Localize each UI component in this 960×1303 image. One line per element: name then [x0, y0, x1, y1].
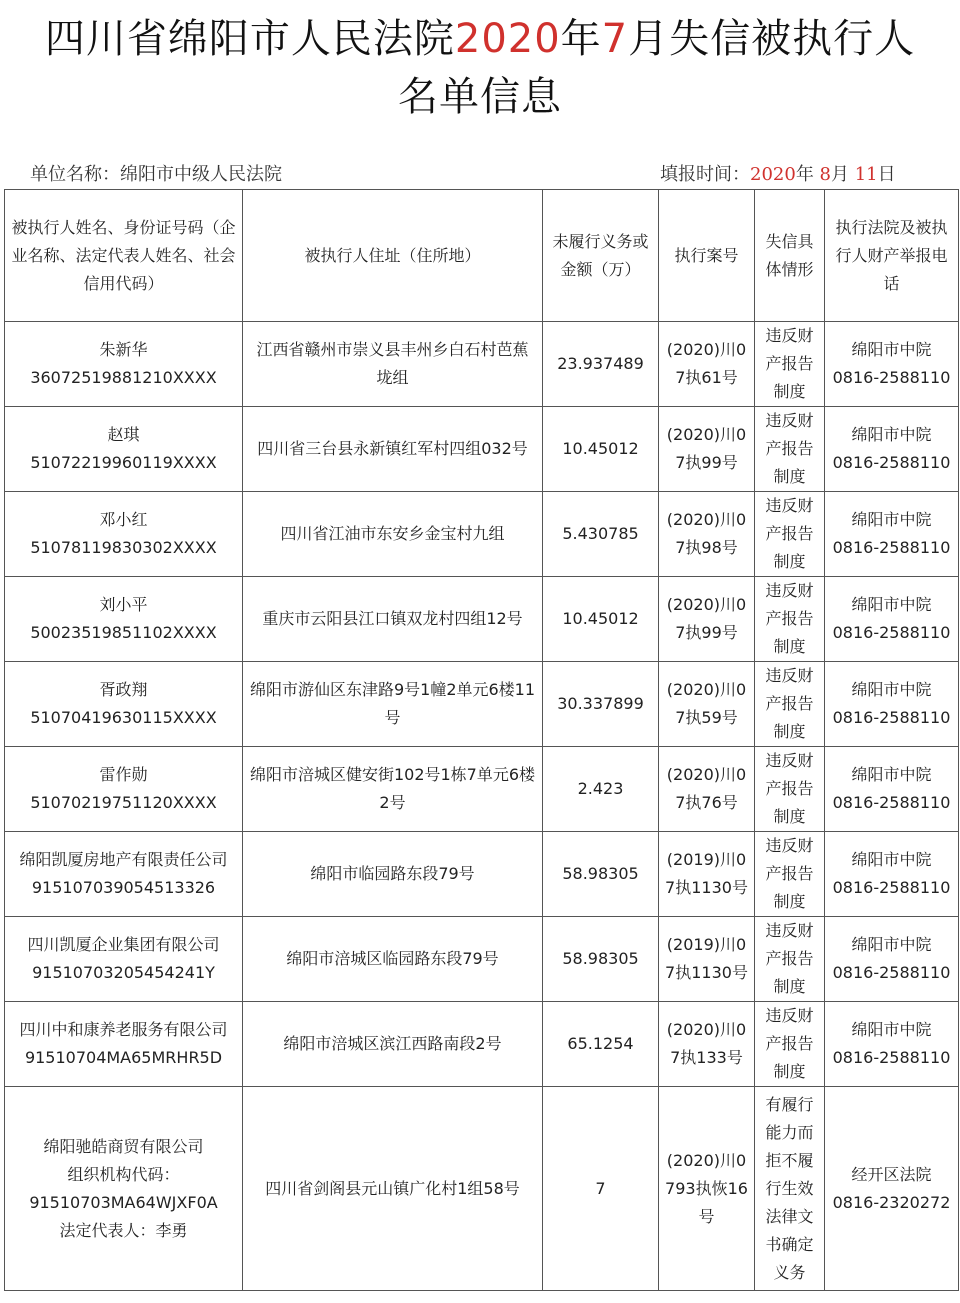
cell-id: 50023519851102XXXX: [30, 623, 217, 642]
cell-phone: 0816-2588110: [832, 1048, 951, 1067]
cell-address: 江西省赣州市崇义县丰州乡白石村芭蕉垅组: [243, 322, 543, 407]
cell-court-phone: [825, 662, 959, 747]
unit-value: 绵阳市中级人民法院: [120, 164, 282, 185]
cell-court: 绵阳市中院: [851, 935, 932, 954]
cell-phone: 0816-2588110: [832, 538, 951, 557]
cell-name-id: [5, 322, 243, 407]
table-row: [5, 322, 959, 407]
cell-id: 91510703205454241Y: [32, 963, 215, 982]
page-title: [0, 14, 960, 64]
cell-case: (2019)川07执1130号: [659, 832, 755, 917]
cell-rep: [11, 1217, 236, 1245]
cell-court: 绵阳市中院: [851, 425, 932, 444]
cell-court: 绵阳市中院: [851, 510, 932, 529]
fill-day: 11: [854, 164, 878, 185]
cell-situation: 违反财产报告制度: [755, 662, 825, 747]
cell-case: (2020)川07执98号: [659, 492, 755, 577]
cell-address: 绵阳市涪城区健安街102号1栋7单元6楼2号: [243, 747, 543, 832]
cell-court-phone: [825, 747, 959, 832]
cell-name: 刘小平: [99, 595, 148, 614]
cell-court-phone: [825, 322, 959, 407]
cell-court-phone: [825, 492, 959, 577]
cell-court-phone: [825, 1087, 959, 1291]
cell-amount: 58.98305: [543, 832, 659, 917]
cell-amount: 30.337899: [543, 662, 659, 747]
cell-case: (2020)川07执76号: [659, 747, 755, 832]
table-row: [5, 1002, 959, 1087]
cell-situation: 违反财产报告制度: [755, 917, 825, 1002]
header-court-phone: 执行法院及被执行人财产举报电话: [825, 190, 959, 322]
cell-name-id: [5, 1002, 243, 1087]
table-header-row: [5, 190, 959, 322]
title-part2: 年: [560, 16, 602, 62]
cell-phone: 0816-2588110: [832, 453, 951, 472]
cell-address: 绵阳市涪城区临园路东段79号: [243, 917, 543, 1002]
cell-name: 朱新华: [99, 340, 148, 359]
cell-court: 绵阳市中院: [851, 340, 932, 359]
cell-court: 绵阳市中院: [851, 765, 932, 784]
cell-situation: 违反财产报告制度: [755, 832, 825, 917]
unit-label: 单位名称：: [30, 164, 120, 185]
title-part1: 四川省绵阳市人民法院: [44, 16, 455, 62]
table-row: [5, 832, 959, 917]
cell-name-id: [5, 662, 243, 747]
cell-name: 赵琪: [107, 425, 140, 444]
cell-name-id: [5, 917, 243, 1002]
cell-case: (2019)川07执1130号: [659, 917, 755, 1002]
cell-court: 绵阳市中院: [851, 1020, 932, 1039]
cell-name-id: [5, 577, 243, 662]
cell-id: 51078119830302XXXX: [30, 538, 217, 557]
cell-court-phone: [825, 407, 959, 492]
cell-case: (2020)川0793执恢16号: [659, 1087, 755, 1291]
cell-name-id: [5, 832, 243, 917]
title-month: 7: [601, 16, 629, 62]
cell-name: 绵阳驰皓商贸有限公司: [43, 1136, 204, 1156]
cell-name-id: [5, 747, 243, 832]
fill-month: 8: [819, 164, 831, 185]
table-row: [5, 577, 959, 662]
page-title-line2: 名单信息: [398, 74, 562, 120]
cell-address: 重庆市云阳县江口镇双龙村四组12号: [243, 577, 543, 662]
cell-amount: 2.423: [543, 747, 659, 832]
cell-situation: 违反财产报告制度: [755, 322, 825, 407]
header-situation: 失信具体情形: [755, 190, 825, 322]
header-amount: 未履行义务或金额（万）: [543, 190, 659, 322]
table-row: [5, 407, 959, 492]
fill-label: 填报时间：: [660, 164, 750, 185]
cell-name: 四川中和康养老服务有限公司: [19, 1020, 228, 1039]
cell-address: 四川省江油市东安乡金宝村九组: [243, 492, 543, 577]
cell-name: 四川凯厦企业集团有限公司: [27, 935, 220, 954]
cell-case: (2020)川07执99号: [659, 407, 755, 492]
cell-court-phone: [825, 917, 959, 1002]
cell-case: (2020)川07执99号: [659, 577, 755, 662]
cell-situation: 违反财产报告制度: [755, 747, 825, 832]
cell-court-phone: [825, 1002, 959, 1087]
fill-date: [660, 160, 896, 186]
cell-court-phone: [825, 577, 959, 662]
fill-year-unit: 年: [795, 164, 814, 185]
cell-address: 绵阳市游仙区东津路9号1幢2单元6楼11号: [243, 662, 543, 747]
cell-name-id: [5, 1087, 243, 1291]
cell-situation: 违反财产报告制度: [755, 577, 825, 662]
cell-phone: 0816-2588110: [832, 623, 951, 642]
cell-amount: 5.430785: [543, 492, 659, 577]
header-case-number: 执行案号: [659, 190, 755, 322]
cell-amount: 10.45012: [543, 577, 659, 662]
cell-phone: 0816-2588110: [832, 708, 951, 727]
cell-address: 四川省三台县永新镇红军村四组032号: [243, 407, 543, 492]
cell-id: 36072519881210XXXX: [30, 368, 217, 387]
cell-case: (2020)川07执133号: [659, 1002, 755, 1087]
cell-phone: 0816-2588110: [832, 793, 951, 812]
cell-rep-name: 李勇: [155, 1220, 188, 1240]
cell-amount: 10.45012: [543, 407, 659, 492]
cell-name: 雷作勋: [99, 765, 148, 784]
cell-phone: 0816-2588110: [832, 368, 951, 387]
fill-year: 2020: [750, 164, 796, 185]
table-row: [5, 492, 959, 577]
cell-org-code: 91510703MA64WJXF0A: [29, 1192, 218, 1212]
cell-situation: 有履行能力而拒不履行生效法律文书确定义务: [755, 1087, 825, 1291]
cell-id: 51070419630115XXXX: [30, 708, 217, 727]
cell-address: 四川省剑阁县元山镇广化村1组58号: [243, 1087, 543, 1291]
cell-name-id: [5, 492, 243, 577]
cell-court: 绵阳市中院: [851, 680, 932, 699]
title-year: 2020: [454, 16, 561, 62]
cell-case: (2020)川07执61号: [659, 322, 755, 407]
cell-amount: 23.937489: [543, 322, 659, 407]
cell-rep-label: 法定代表人：: [59, 1220, 156, 1240]
dishonest-person-table: [4, 189, 959, 1291]
cell-name-id: [5, 407, 243, 492]
cell-id: 91510704MA65MRHR5D: [24, 1048, 223, 1067]
table-row: [5, 747, 959, 832]
cell-amount: 65.1254: [543, 1002, 659, 1087]
cell-id: 51072219960119XXXX: [30, 453, 217, 472]
fill-month-unit: 月: [831, 164, 849, 185]
cell-phone: 0816-2588110: [832, 963, 951, 982]
header-address: 被执行人住址（住所地）: [243, 190, 543, 322]
cell-case: (2020)川07执59号: [659, 662, 755, 747]
cell-id: 915107039054513326: [31, 878, 216, 897]
title-part3: 月失信被执行人: [628, 16, 916, 62]
cell-org-code-label: 组织机构代码：: [67, 1164, 180, 1184]
cell-situation: 违反财产报告制度: [755, 407, 825, 492]
cell-court-phone: [825, 832, 959, 917]
table-row: [5, 917, 959, 1002]
cell-amount: 7: [543, 1087, 659, 1291]
cell-court: 经开区法院: [851, 1164, 932, 1184]
cell-id: 51070219751120XXXX: [30, 793, 217, 812]
fill-day-unit: 日: [877, 164, 896, 185]
cell-name: 胥政翔: [99, 680, 148, 699]
table-row: [5, 1087, 959, 1291]
cell-address: 绵阳市涪城区滨江西路南段2号: [243, 1002, 543, 1087]
cell-name: 绵阳凯厦房地产有限责任公司: [19, 850, 228, 869]
unit-info: [30, 160, 282, 186]
table-row: [5, 662, 959, 747]
cell-court: 绵阳市中院: [851, 595, 932, 614]
cell-situation: 违反财产报告制度: [755, 492, 825, 577]
cell-name: 邓小红: [99, 510, 148, 529]
cell-situation: 违反财产报告制度: [755, 1002, 825, 1087]
cell-address: 绵阳市临园路东段79号: [243, 832, 543, 917]
header-name-id: 被执行人姓名、身份证号码（企业名称、法定代表人姓名、社会信用代码）: [5, 190, 243, 322]
cell-phone: 0816-2588110: [832, 878, 951, 897]
cell-amount: 58.98305: [543, 917, 659, 1002]
cell-court: 绵阳市中院: [851, 850, 932, 869]
cell-phone: 0816-2320272: [832, 1192, 951, 1212]
